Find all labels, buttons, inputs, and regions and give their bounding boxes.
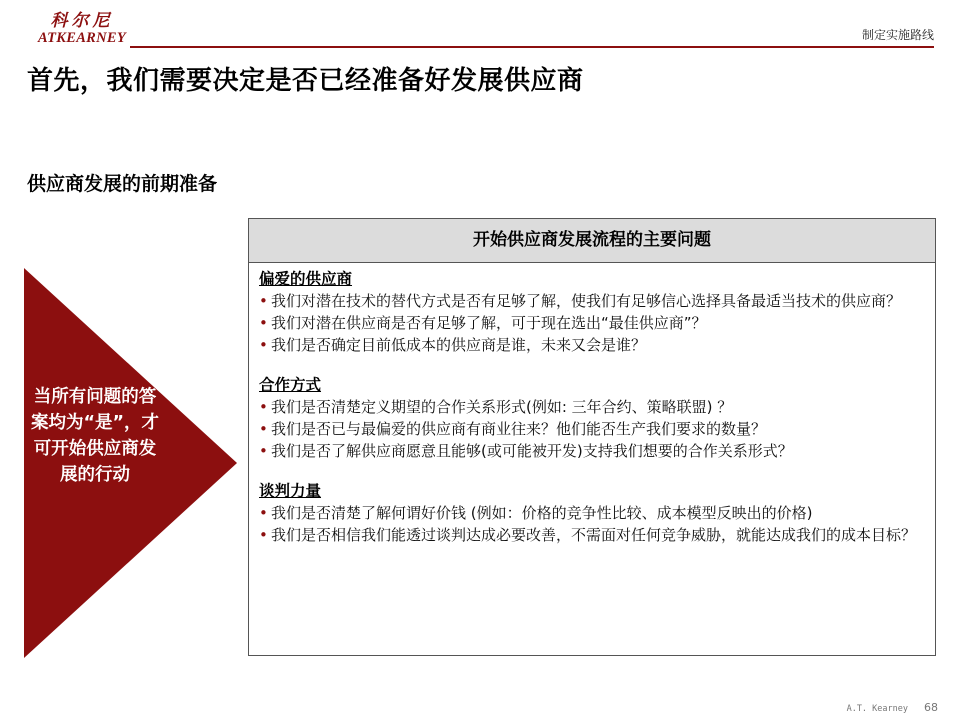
bullet-icon: • — [259, 292, 268, 310]
subtitle: 供应商发展的前期准备 — [27, 173, 218, 195]
page-number: 68 — [924, 701, 938, 714]
questions-box — [248, 218, 936, 656]
arrow-callout-text: 当所有问题的答案均为“是”，才可开始供应商发展的行动 — [30, 387, 159, 485]
questions-box-header: 开始供应商发展流程的主要问题 — [249, 219, 935, 263]
bullet-text: 我们是否清楚了解何谓好价钱 (例如：价格的竞争性比较、成本模型反映出的价格) — [271, 504, 813, 522]
footer-brand: A.T. Kearney — [846, 704, 908, 714]
bullet-text: 我们是否相信我们能透过谈判达成必要改善，不需面对任何竞争威胁，就能达成我们的成本目标？ — [271, 526, 917, 544]
bullet-item — [259, 334, 925, 356]
bullet-text: 我们对潜在技术的替代方式是否有足够了解，使我们有足够信心选择具备最适当技术的供应商？ — [271, 292, 902, 310]
bullet-item — [259, 312, 925, 334]
header-rule — [130, 46, 934, 48]
bullet-icon: • — [259, 526, 268, 544]
bullet-text: 我们是否确定目前低成本的供应商是谁，未来又会是谁？ — [271, 336, 647, 354]
bullet-list — [259, 290, 925, 356]
bullet-icon: • — [259, 398, 268, 416]
bullet-icon: • — [259, 420, 268, 438]
bullet-icon: • — [259, 504, 268, 522]
logo-english-text: ATKEARNEY — [37, 30, 127, 46]
question-group-preferred-supplier — [259, 268, 925, 356]
questions-box-body — [249, 263, 935, 546]
bullet-item — [259, 502, 925, 524]
bullet-text: 我们对潜在供应商是否有足够了解，可于现在选出“最佳供应商”？ — [271, 314, 707, 332]
bullet-item — [259, 418, 925, 440]
bullet-text: 我们是否了解供应商愿意且能够(或可能被开发)支持我们想要的合作关系形式？ — [271, 442, 793, 460]
bullet-list — [259, 502, 925, 546]
logo-chinese-text: 科尔尼 — [50, 11, 114, 31]
bullet-text: 我们是否已与最偏爱的供应商有商业往来？他们能否生产我们要求的数量？ — [271, 420, 767, 438]
company-logo — [28, 12, 136, 46]
question-group-cooperation — [259, 374, 925, 462]
page-title: 首先，我们需要决定是否已经准备好发展供应商 — [27, 66, 584, 96]
bullet-item — [259, 290, 925, 312]
bullet-icon: • — [259, 442, 268, 460]
bullet-list — [259, 396, 925, 462]
question-group-negotiation — [259, 480, 925, 546]
bullet-icon: • — [259, 314, 268, 332]
bullet-icon: • — [259, 336, 268, 354]
bullet-item — [259, 524, 925, 546]
bullet-item — [259, 396, 925, 418]
section-label: 制定实施路线 — [861, 28, 934, 42]
bullet-text: 我们是否清楚定义期望的合作关系形式(例如: 三年合约、策略联盟) ？ — [271, 398, 733, 416]
group-title: 合作方式 — [259, 376, 322, 394]
bullet-item — [259, 440, 925, 462]
group-title: 谈判力量 — [259, 482, 322, 500]
group-title: 偏爱的供应商 — [259, 270, 353, 288]
